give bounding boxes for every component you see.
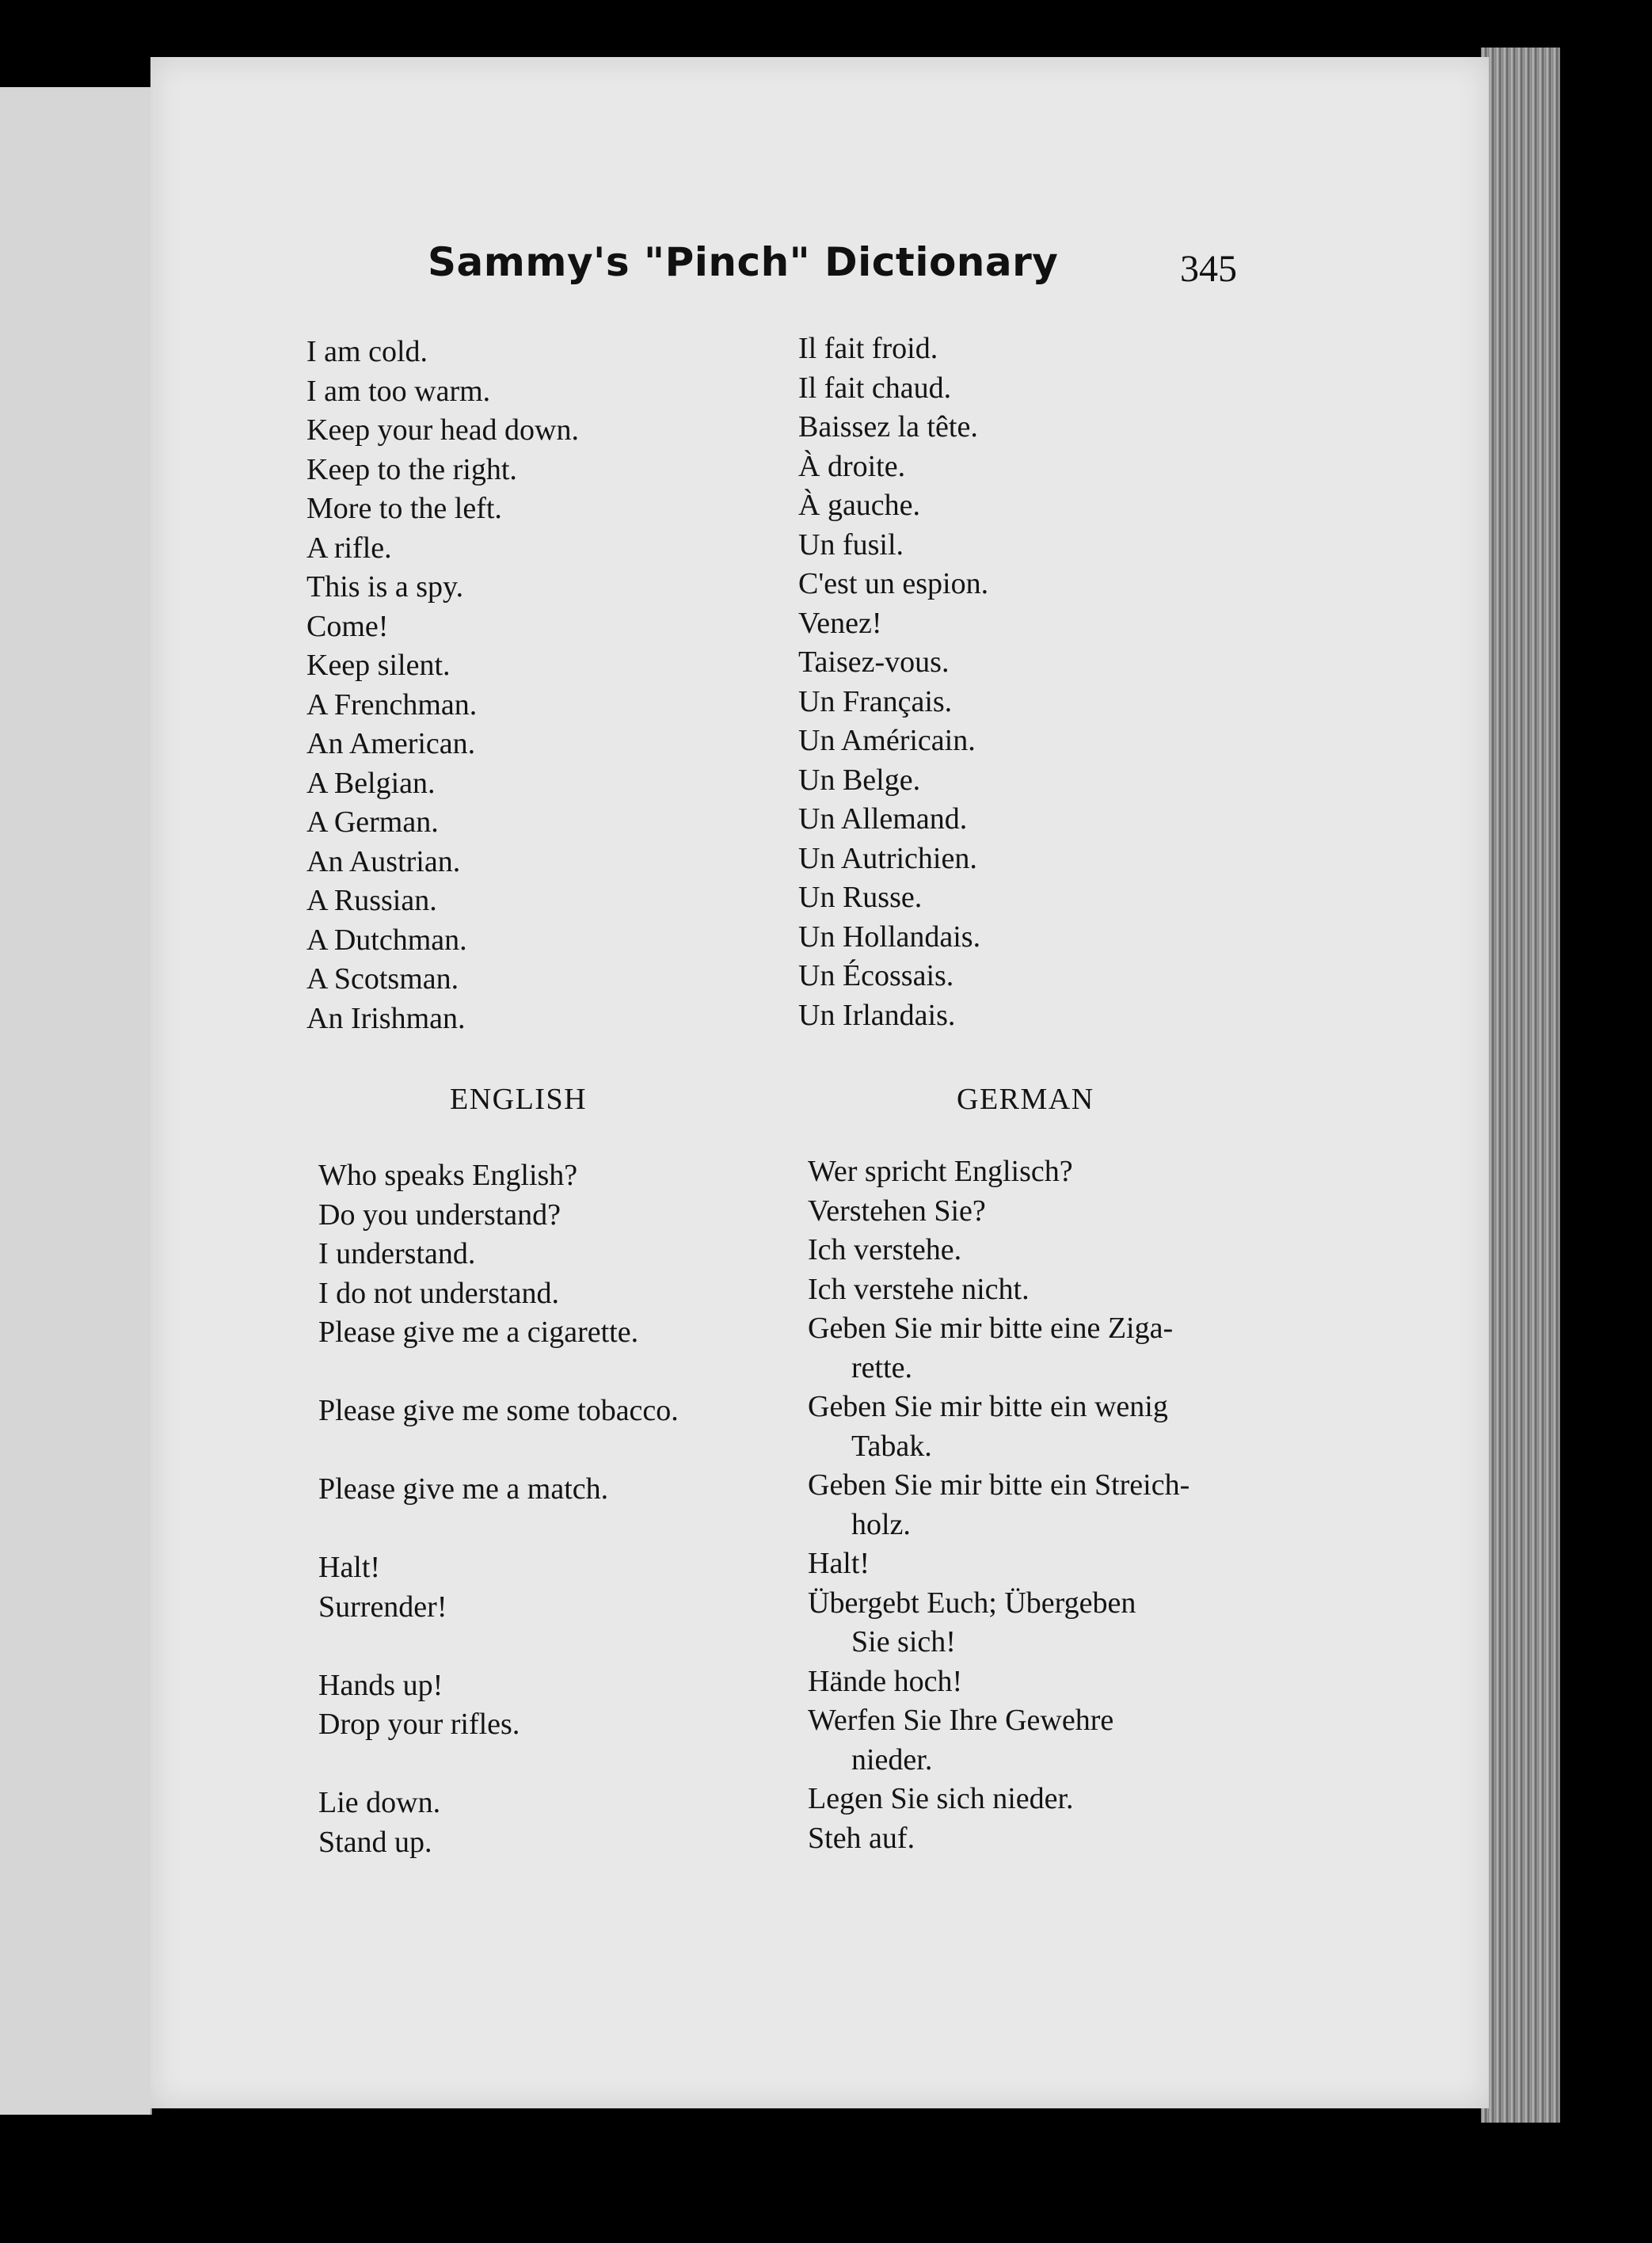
phrase-english: A German. (306, 805, 439, 839)
phrase-french: À droite. (798, 449, 906, 483)
phrase-english: A Russian. (306, 884, 437, 917)
phrase-english: An Austrian. (306, 844, 461, 878)
phrase-german: Halt! (808, 1547, 870, 1580)
phrase-german: Legen Sie sich nieder. (808, 1782, 1074, 1815)
phrase-german: Übergebt Euch; Übergeben (808, 1586, 1136, 1620)
phrase-english: A rifle. (306, 531, 392, 565)
phrase-french: Un Allemand. (798, 802, 968, 836)
phrase-french: Un Français. (798, 684, 953, 718)
phrase-english: Drop your rifles. (318, 1708, 520, 1741)
page-number: 345 (1180, 248, 1237, 290)
phrase-german-block (808, 1309, 1190, 1388)
phrase-german: Verstehen Sie? (808, 1194, 986, 1228)
phrase-german-continuation: Tabak. (851, 1429, 932, 1463)
german-column (808, 1152, 1190, 1858)
phrase-english: Do you understand? (318, 1198, 561, 1232)
phrase-french: Un Autrichien. (798, 841, 977, 875)
phrase-english: I do not understand. (318, 1276, 559, 1310)
phrase-english: A Belgian. (306, 766, 436, 800)
phrase-german-block (808, 1466, 1190, 1544)
section-heading-german: GERMAN (957, 1083, 1094, 1116)
phrase-french: Un Russe. (798, 881, 923, 914)
phrase-french: À gauche. (798, 489, 921, 522)
french-column (798, 329, 988, 1035)
phrase-german-continuation: nieder. (851, 1742, 933, 1777)
phrase-english: Surrender! (318, 1590, 447, 1624)
phrase-french: Un Belge. (798, 763, 921, 797)
phrase-german-continuation: holz. (851, 1507, 911, 1541)
phrase-french: Taisez-vous. (798, 645, 950, 679)
facing-page-edge (0, 87, 152, 2115)
phrase-french: Baissez la tête. (798, 410, 978, 444)
phrase-german-continuation: Sie sich! (851, 1625, 956, 1658)
phrase-english: More to the left. (306, 492, 502, 525)
phrase-german: Ich verstehe nicht. (808, 1272, 1030, 1306)
phrase-english: Please give me some tobacco. (318, 1394, 679, 1427)
phrase-german: Steh auf. (808, 1821, 915, 1855)
phrase-english: A Dutchman. (306, 923, 467, 957)
phrase-german: Wer spricht Englisch? (808, 1155, 1073, 1188)
english-column-bottom (318, 1156, 679, 1862)
phrase-french: Un Américain. (798, 724, 976, 757)
phrase-german: Werfen Sie Ihre Gewehre (808, 1704, 1114, 1737)
running-head-title: Sammy's "Pinch" Dictionary (428, 239, 1059, 285)
phrase-german: Hände hoch! (808, 1664, 963, 1698)
phrase-english: Who speaks English? (318, 1159, 578, 1192)
phrase-german-block (808, 1701, 1190, 1780)
phrase-english: A Frenchman. (306, 687, 478, 722)
phrase-french: Il fait chaud. (798, 371, 952, 405)
phrase-german: Ich verstehe. (808, 1233, 962, 1266)
phrase-german-block (808, 1388, 1190, 1466)
phrase-english: Keep your head down. (306, 413, 580, 447)
phrase-english: I understand. (318, 1237, 476, 1270)
phrase-english: Keep to the right. (306, 452, 517, 486)
phrase-english: Keep silent. (306, 649, 451, 682)
page-edges (1481, 48, 1560, 2123)
phrase-english: Come! (306, 609, 389, 643)
phrase-french: Un Écossais. (798, 959, 954, 992)
phrase-english: Please give me a cigarette. (318, 1316, 639, 1349)
phrase-english: Hands up! (318, 1668, 443, 1702)
phrase-german: Geben Sie mir bitte ein wenig (808, 1390, 1168, 1423)
phrase-english: Please give me a match. (318, 1472, 609, 1506)
english-column-top (306, 333, 579, 1038)
phrase-german-continuation: rette. (851, 1350, 913, 1384)
phrase-french: C'est un espion. (798, 567, 989, 600)
phrase-english: I am too warm. (306, 374, 491, 408)
phrase-english: This is a spy. (306, 570, 464, 604)
phrase-french: Un Hollandais. (798, 920, 981, 954)
phrase-english: An American. (306, 727, 476, 760)
phrase-german: Geben Sie mir bitte ein Streich- (808, 1468, 1190, 1502)
phrase-english: Halt! (318, 1551, 381, 1584)
phrase-english: Stand up. (318, 1825, 432, 1859)
phrase-french: Venez! (798, 606, 882, 640)
phrase-french: Il fait froid. (798, 332, 938, 365)
phrase-english: A Scotsman. (306, 962, 459, 996)
phrase-french: Un fusil. (798, 527, 904, 562)
phrase-english: I am cold. (306, 335, 428, 368)
phrase-english: An Irishman. (306, 1001, 466, 1035)
phrase-french: Un Irlandais. (798, 998, 956, 1032)
phrase-german-block (808, 1584, 1190, 1662)
phrase-german: Geben Sie mir bitte eine Ziga- (808, 1312, 1174, 1345)
phrase-english: Lie down. (318, 1786, 441, 1819)
section-heading-english: ENGLISH (450, 1083, 588, 1116)
